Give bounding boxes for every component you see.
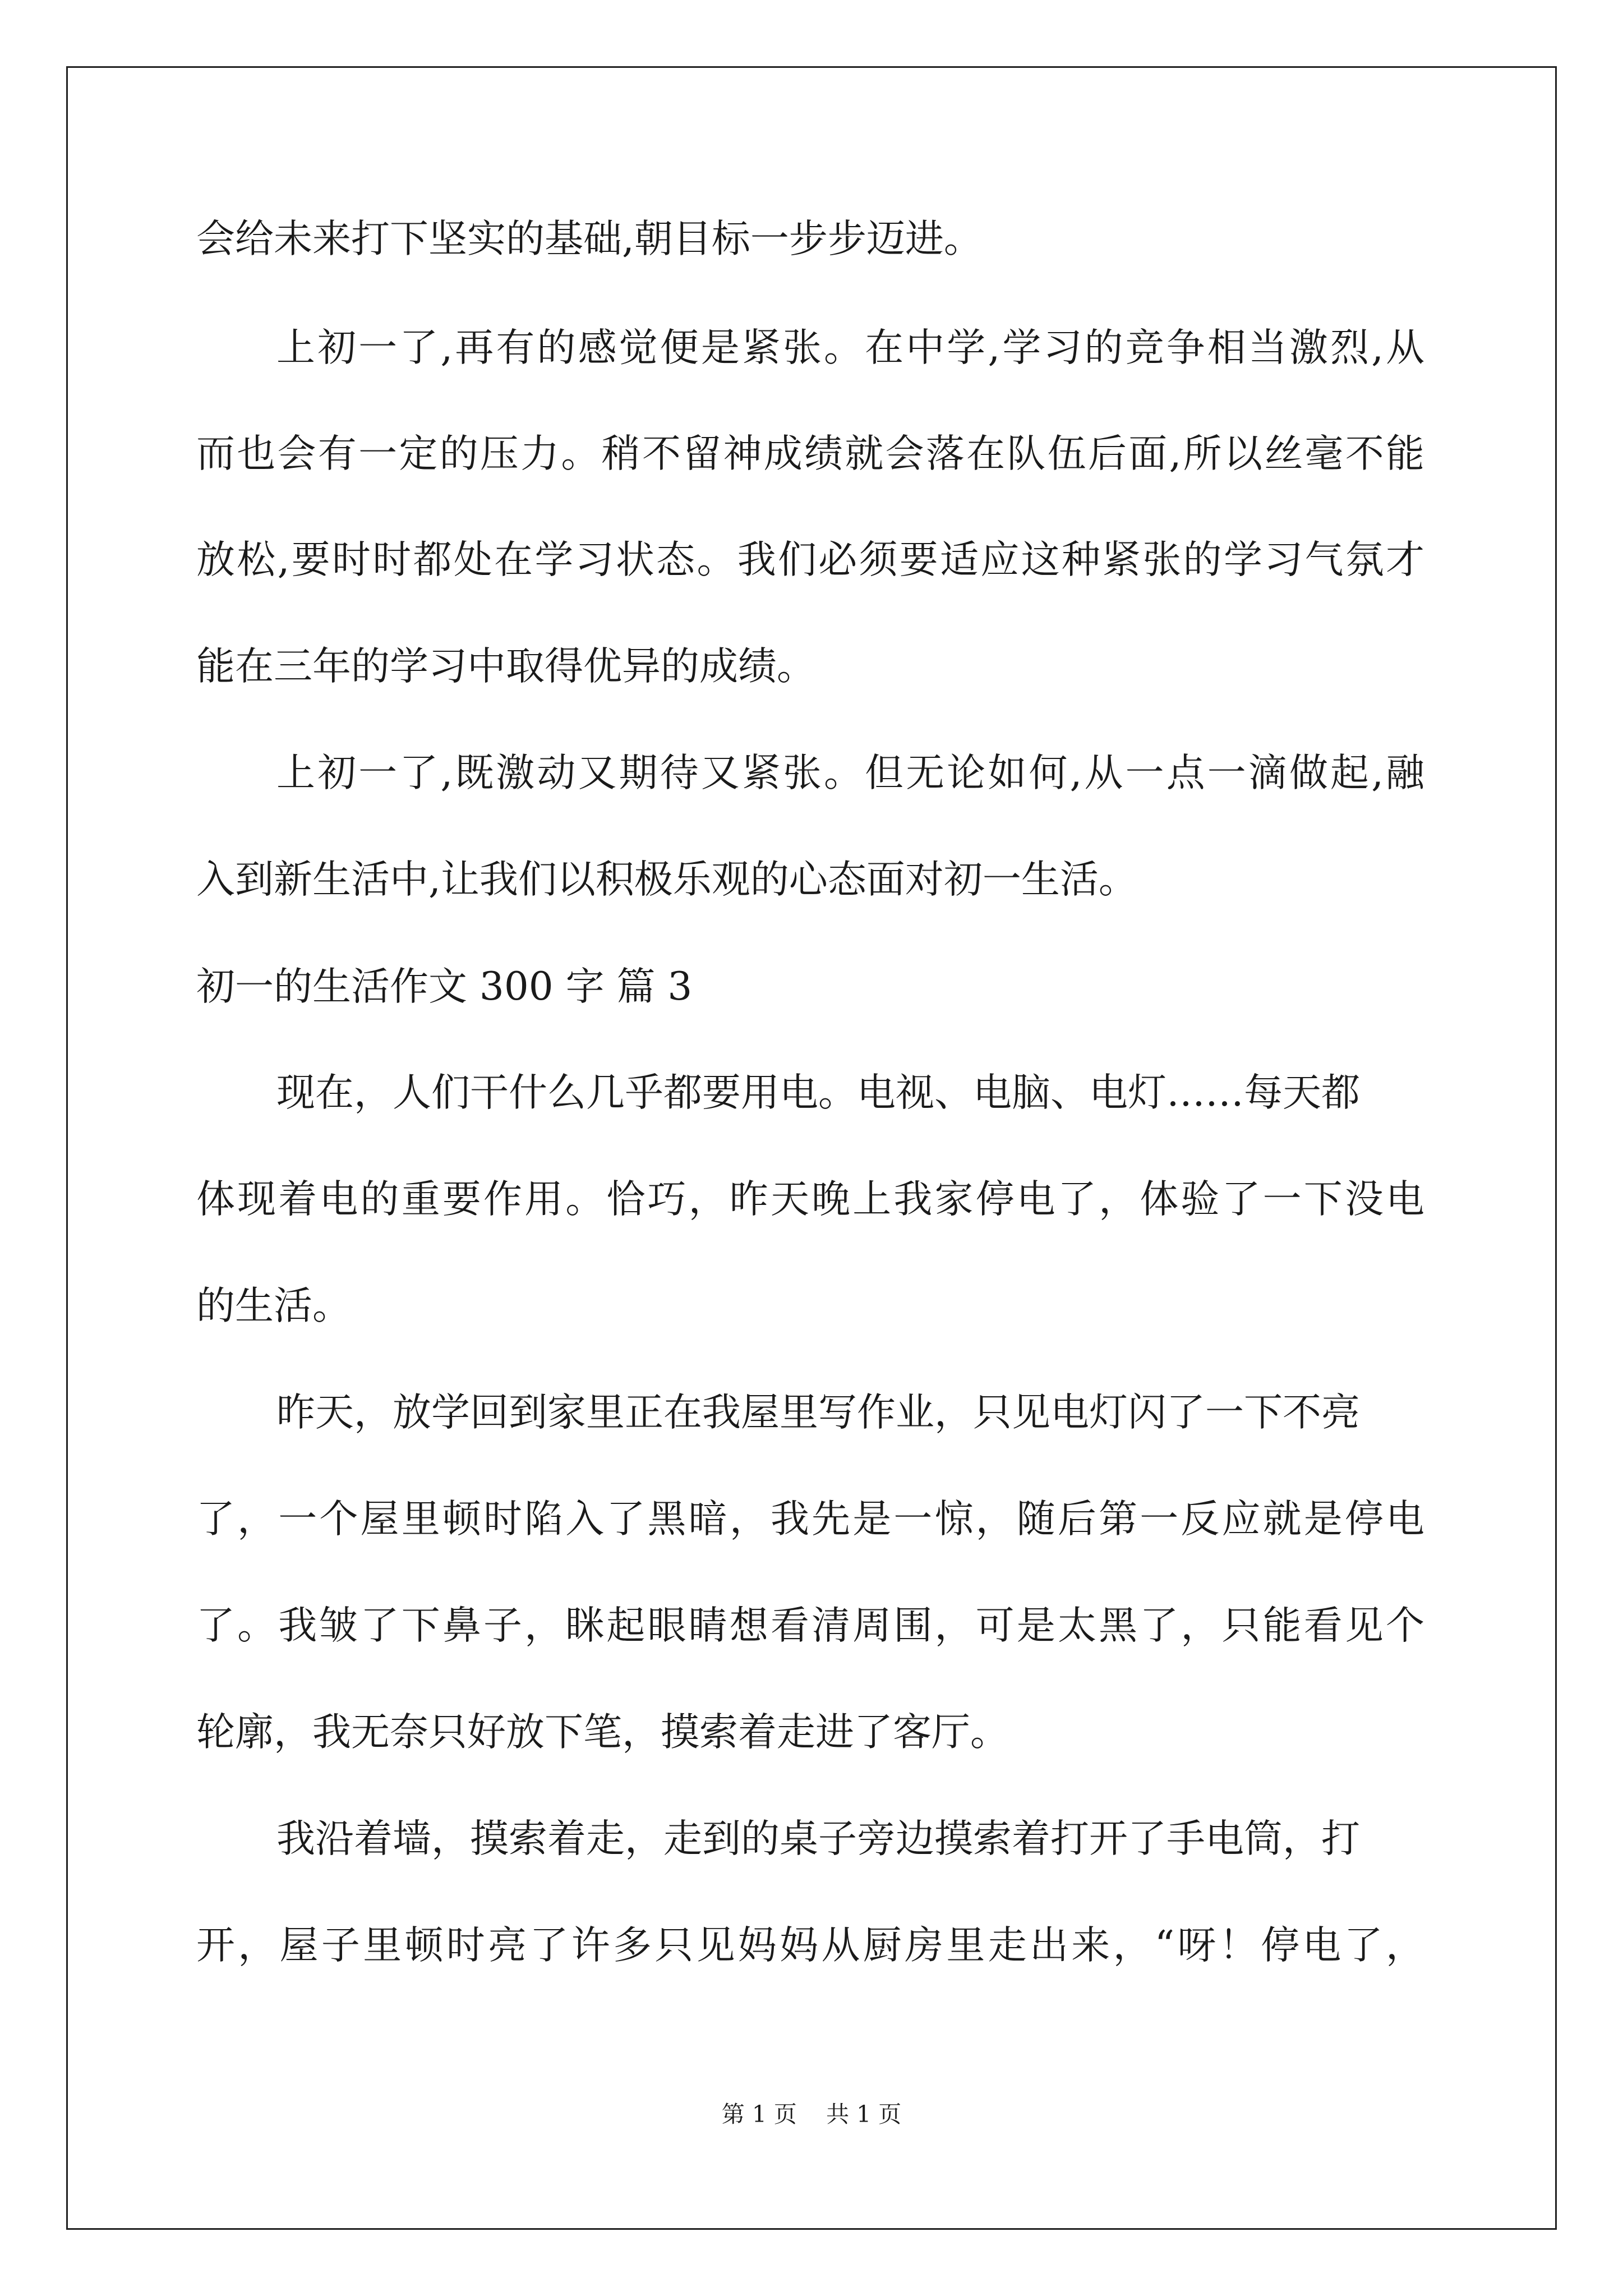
text-line: 入到新生活中,让我们以积极乐观的心态面对初一生活。 xyxy=(196,857,1137,902)
text-line: 上初一了,既激动又期待又紧张。但无论如何,从一点一滴做起,融 xyxy=(276,751,1427,795)
text-line: 会给未来打下坚实的基础,朝目标一步步迈进。 xyxy=(196,217,983,261)
text-line: 了。我皱了下鼻子，眯起眼睛想看清周围，可是太黑了，只能看见个 xyxy=(196,1603,1427,1648)
text-line: 上初一了,再有的感觉便是紧张。在中学,学习的竞争相当激烈,从 xyxy=(276,325,1427,370)
text-line: 我沿着墙，摸索着走，走到的桌子旁边摸索着打开了手电筒，打 xyxy=(276,1816,1360,1861)
text-line: 的生活。 xyxy=(196,1283,351,1328)
text-line: 轮廓，我无奈只好放下笔，摸索着走进了客厅。 xyxy=(196,1710,1009,1755)
text-line: 体现着电的重要作用。恰巧，昨天晚上我家停电了，体验了一下没电 xyxy=(196,1177,1427,1222)
text-line: 而也会有一定的压力。稍不留神成绩就会落在队伍后面,所以丝毫不能 xyxy=(196,431,1427,476)
text-line: 开，屋子里顿时亮了许多只见妈妈从厨房里走出来，“呀！停电了， xyxy=(196,1923,1428,1968)
text-line: 了，一个屋里顿时陷入了黑暗，我先是一惊，随后第一反应就是停电 xyxy=(196,1497,1427,1542)
text-line: 现在，人们干什么几乎都要用电。电视、电脑、电灯……每天都 xyxy=(276,1070,1360,1115)
text-line: 放松,要时时都处在学习状态。我们必须要适应这种紧张的学习气氛才 xyxy=(196,537,1427,582)
page-footer: 第 1 页 共 1 页 xyxy=(721,2101,902,2128)
text-line: 能在三年的学习中取得优异的成绩。 xyxy=(196,644,815,689)
page-border xyxy=(66,66,1557,2230)
section-heading: 初一的生活作文 300 字 篇 3 xyxy=(196,964,693,1009)
text-line: 昨天，放学回到家里正在我屋里写作业，只见电灯闪了一下不亮 xyxy=(276,1390,1360,1435)
